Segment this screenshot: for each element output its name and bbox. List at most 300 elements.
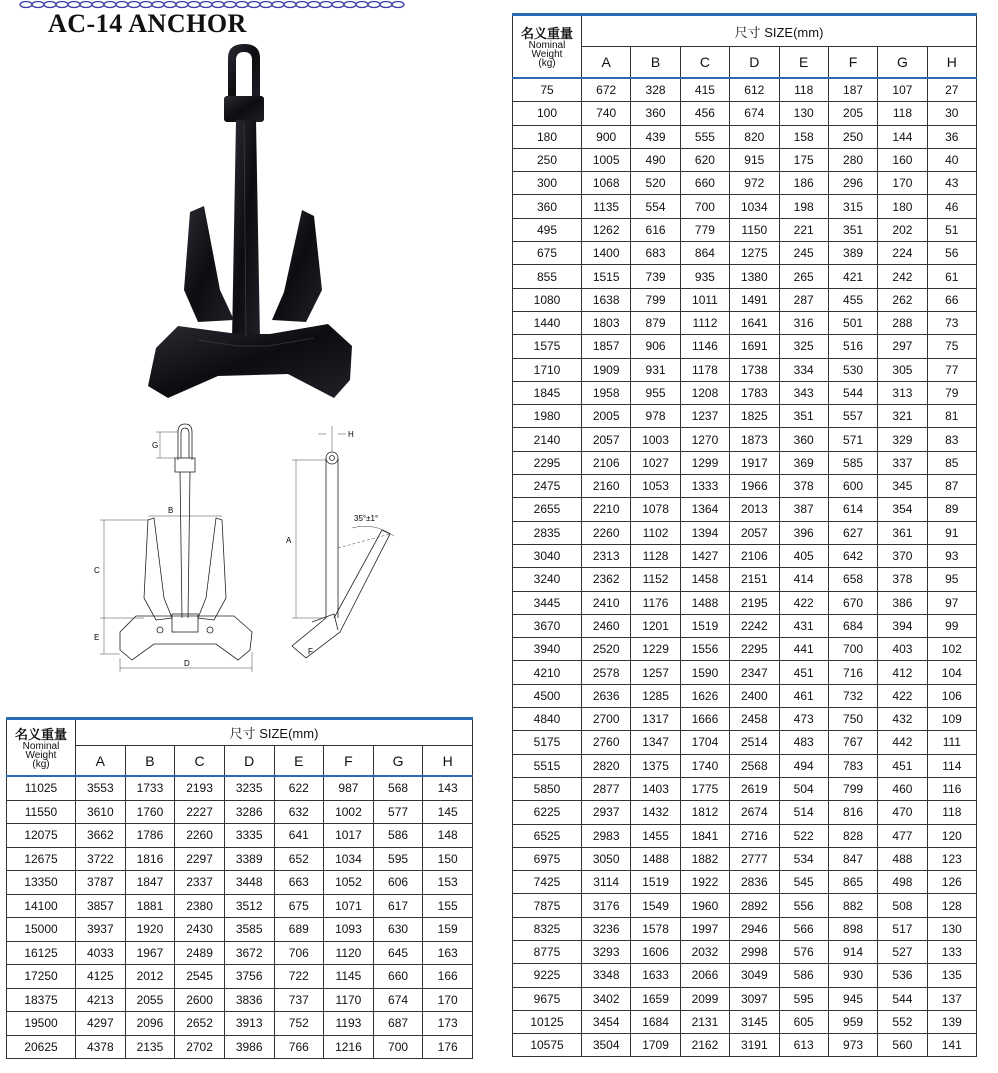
size-cell: 1011 (680, 288, 729, 311)
size-cell: 3787 (76, 871, 126, 895)
size-cell: 2836 (730, 871, 779, 894)
table-row (513, 591, 977, 614)
size-cell: 343 (779, 381, 828, 404)
weight-header-en-1: Nominal (22, 740, 60, 752)
size-cell: 683 (631, 242, 680, 265)
size-cell: 660 (373, 965, 423, 989)
size-cell: 544 (828, 381, 877, 404)
size-cell: 586 (779, 964, 828, 987)
size-cell: 740 (582, 102, 631, 125)
size-cell: 1002 (324, 800, 374, 824)
size-cell: 2337 (175, 871, 225, 895)
size-cell: 1017 (324, 824, 374, 848)
size-cell: 83 (927, 428, 976, 451)
size-cell: 180 (878, 195, 927, 218)
size-cell: 175 (779, 148, 828, 171)
size-cell: 1704 (680, 731, 729, 754)
weight-cell: 3940 (513, 638, 582, 661)
weight-cell: 1575 (513, 335, 582, 358)
weight-cell: 250 (513, 148, 582, 171)
size-cell: 2099 (680, 987, 729, 1010)
dim-label-b: B (168, 506, 174, 515)
size-cell: 439 (631, 125, 680, 148)
table-row (513, 1010, 977, 1033)
size-cell: 1881 (125, 894, 175, 918)
weight-cell: 9225 (513, 964, 582, 987)
size-cell: 202 (878, 218, 927, 241)
size-cell: 2600 (175, 988, 225, 1012)
table-row (7, 965, 473, 989)
column-header: G (373, 746, 423, 777)
size-cell: 658 (828, 568, 877, 591)
size-cell: 422 (779, 591, 828, 614)
size-cell: 245 (779, 242, 828, 265)
size-cell: 36 (927, 125, 976, 148)
size-cell: 552 (878, 1010, 927, 1033)
weight-cell: 9675 (513, 987, 582, 1010)
size-cell: 133 (927, 940, 976, 963)
column-header: D (730, 47, 779, 79)
size-cell: 4297 (76, 1012, 126, 1036)
size-cell: 3050 (582, 847, 631, 870)
size-cell: 586 (373, 824, 423, 848)
size-cell: 296 (828, 172, 877, 195)
size-cell: 504 (779, 777, 828, 800)
weight-cell: 1440 (513, 311, 582, 334)
size-cell: 1093 (324, 918, 374, 942)
size-cell: 1740 (680, 754, 729, 777)
size-cell: 660 (680, 172, 729, 195)
size-cell: 620 (680, 148, 729, 171)
size-cell: 441 (779, 638, 828, 661)
size-cell: 153 (423, 871, 473, 895)
size-cell: 2410 (582, 591, 631, 614)
size-cell: 414 (779, 568, 828, 591)
size-cell: 2162 (680, 1034, 729, 1057)
size-cell: 130 (779, 102, 828, 125)
size-cell: 494 (779, 754, 828, 777)
size-cell: 571 (828, 428, 877, 451)
size-cell: 51 (927, 218, 976, 241)
size-cell: 847 (828, 847, 877, 870)
size-cell: 1150 (730, 218, 779, 241)
weight-cell: 2295 (513, 451, 582, 474)
weight-cell: 1980 (513, 405, 582, 428)
size-cell: 2057 (730, 521, 779, 544)
size-cell: 135 (927, 964, 976, 987)
table-row (513, 148, 977, 171)
weight-cell: 6525 (513, 824, 582, 847)
column-header: A (582, 47, 631, 79)
size-cell: 1112 (680, 311, 729, 334)
size-cell: 737 (274, 988, 324, 1012)
weight-cell: 2835 (513, 521, 582, 544)
size-cell: 116 (927, 777, 976, 800)
size-cell: 297 (878, 335, 927, 358)
size-cell: 2013 (730, 498, 779, 521)
size-cell: 1270 (680, 428, 729, 451)
size-cell: 456 (680, 102, 729, 125)
size-cell: 577 (373, 800, 423, 824)
table-row (7, 941, 473, 965)
size-cell: 1556 (680, 638, 729, 661)
weight-header-en-3: (kg) (32, 758, 50, 770)
weight-cell: 855 (513, 265, 582, 288)
size-cell: 779 (680, 218, 729, 241)
size-cell: 2520 (582, 638, 631, 661)
size-cell: 187 (828, 78, 877, 102)
size-cell: 412 (878, 661, 927, 684)
size-cell: 118 (779, 78, 828, 102)
size-cell: 305 (878, 358, 927, 381)
size-cell: 1825 (730, 405, 779, 428)
size-cell: 1633 (631, 964, 680, 987)
table-row (7, 871, 473, 895)
size-cell: 2545 (175, 965, 225, 989)
size-cell: 1285 (631, 684, 680, 707)
size-cell: 1738 (730, 358, 779, 381)
size-cell: 517 (878, 917, 927, 940)
size-cell: 160 (878, 148, 927, 171)
size-cell: 959 (828, 1010, 877, 1033)
size-cell: 46 (927, 195, 976, 218)
size-cell: 935 (680, 265, 729, 288)
size-cell: 3504 (582, 1034, 631, 1057)
size-cell: 470 (878, 801, 927, 824)
weight-cell: 4500 (513, 684, 582, 707)
size-cell: 118 (878, 102, 927, 125)
size-cell: 369 (779, 451, 828, 474)
table-row (513, 405, 977, 428)
size-cell: 3512 (224, 894, 274, 918)
size-cell: 159 (423, 918, 473, 942)
size-cell: 1299 (680, 451, 729, 474)
size-cell: 2892 (730, 894, 779, 917)
size-cell: 1606 (631, 940, 680, 963)
size-cell: 1812 (680, 801, 729, 824)
table-row (513, 801, 977, 824)
size-cell: 882 (828, 894, 877, 917)
size-cell: 1317 (631, 708, 680, 731)
size-cell: 109 (927, 708, 976, 731)
size-cell: 750 (828, 708, 877, 731)
size-cell: 627 (828, 521, 877, 544)
size-cell: 973 (828, 1034, 877, 1057)
size-cell: 1519 (680, 614, 729, 637)
table-row (513, 614, 977, 637)
size-cell: 2005 (582, 405, 631, 428)
size-cell: 752 (274, 1012, 324, 1036)
size-cell: 89 (927, 498, 976, 521)
dim-label-g: G (152, 441, 159, 450)
size-cell: 1333 (680, 475, 729, 498)
table-row (513, 288, 977, 311)
size-cell: 689 (274, 918, 324, 942)
size-cell: 1394 (680, 521, 729, 544)
table-row (513, 544, 977, 567)
size-cell: 104 (927, 661, 976, 684)
table-row (513, 684, 977, 707)
size-cell: 30 (927, 102, 976, 125)
size-cell: 3402 (582, 987, 631, 1010)
size-cell: 544 (878, 987, 927, 1010)
size-cell: 1691 (730, 335, 779, 358)
size-cell: 632 (274, 800, 324, 824)
size-cell: 614 (828, 498, 877, 521)
weight-cell: 2140 (513, 428, 582, 451)
size-cell: 3937 (76, 918, 126, 942)
anchor-photo (138, 40, 370, 402)
weight-header-zh: 名义重量 (14, 726, 67, 742)
size-cell: 415 (680, 78, 729, 102)
size-cell: 432 (878, 708, 927, 731)
size-cell: 2700 (582, 708, 631, 731)
size-cell: 612 (730, 78, 779, 102)
weight-header (7, 719, 76, 777)
size-cell: 1375 (631, 754, 680, 777)
size-cell: 1920 (125, 918, 175, 942)
size-cell: 606 (373, 871, 423, 895)
size-cell: 75 (927, 335, 976, 358)
size-cell: 2260 (175, 824, 225, 848)
size-cell: 595 (779, 987, 828, 1010)
size-cell: 1803 (582, 311, 631, 334)
size-cell: 361 (878, 521, 927, 544)
column-header: H (927, 47, 976, 79)
size-cell: 2106 (730, 544, 779, 567)
size-cell: 155 (423, 894, 473, 918)
table-body (7, 776, 473, 1059)
weight-cell: 5515 (513, 754, 582, 777)
table-row (513, 638, 977, 661)
dim-label-c: C (94, 566, 100, 575)
size-cell: 460 (878, 777, 927, 800)
table-row (513, 871, 977, 894)
weight-cell: 7425 (513, 871, 582, 894)
size-cell: 4033 (76, 941, 126, 965)
size-cell: 106 (927, 684, 976, 707)
size-cell: 2057 (582, 428, 631, 451)
size-cell: 955 (631, 381, 680, 404)
size-cell: 3448 (224, 871, 274, 895)
size-header: 尺寸 SIZE(mm) (582, 15, 977, 47)
table-row (513, 1034, 977, 1057)
size-cell: 622 (274, 776, 324, 800)
size-cell: 73 (927, 311, 976, 334)
size-cell: 2032 (680, 940, 729, 963)
size-cell: 642 (828, 544, 877, 567)
size-cell: 321 (878, 405, 927, 428)
size-cell: 1403 (631, 777, 680, 800)
column-header: F (324, 746, 374, 777)
size-cell: 3176 (582, 894, 631, 917)
size-cell: 378 (779, 475, 828, 498)
weight-cell: 4840 (513, 708, 582, 731)
table-row (513, 568, 977, 591)
size-cell: 1208 (680, 381, 729, 404)
size-cell: 645 (373, 941, 423, 965)
size-cell: 616 (631, 218, 680, 241)
size-cell: 1958 (582, 381, 631, 404)
size-cell: 1659 (631, 987, 680, 1010)
size-cell: 1626 (680, 684, 729, 707)
size-cell: 483 (779, 731, 828, 754)
size-cell: 1427 (680, 544, 729, 567)
size-cell: 205 (828, 102, 877, 125)
weight-header-zh: 名义重量 (520, 25, 573, 41)
table-row (7, 988, 473, 1012)
size-cell: 1145 (324, 965, 374, 989)
size-cell: 431 (779, 614, 828, 637)
column-header: A (76, 746, 126, 777)
size-cell: 128 (927, 894, 976, 917)
table-row (513, 265, 977, 288)
size-cell: 1666 (680, 708, 729, 731)
size-cell: 600 (828, 475, 877, 498)
size-cell: 2210 (582, 498, 631, 521)
table-row (513, 521, 977, 544)
side-view-drawing (282, 418, 412, 676)
size-cell: 2578 (582, 661, 631, 684)
size-cell: 461 (779, 684, 828, 707)
table-row (513, 475, 977, 498)
weight-cell: 180 (513, 125, 582, 148)
size-cell: 91 (927, 521, 976, 544)
spec-table-light (512, 13, 977, 1057)
size-cell: 370 (878, 544, 927, 567)
size-cell: 118 (927, 801, 976, 824)
size-cell: 1052 (324, 871, 374, 895)
size-cell: 1216 (324, 1035, 374, 1059)
size-cell: 1882 (680, 847, 729, 870)
size-cell: 1275 (730, 242, 779, 265)
size-cell: 1967 (125, 941, 175, 965)
weight-cell: 5175 (513, 731, 582, 754)
size-cell: 1176 (631, 591, 680, 614)
table-row (7, 894, 473, 918)
size-cell: 906 (631, 335, 680, 358)
size-cell: 522 (779, 824, 828, 847)
size-cell: 1005 (582, 148, 631, 171)
size-cell: 1128 (631, 544, 680, 567)
size-cell: 242 (878, 265, 927, 288)
size-cell: 99 (927, 614, 976, 637)
weight-cell: 3240 (513, 568, 582, 591)
table-row (513, 498, 977, 521)
size-cell: 2652 (175, 1012, 225, 1036)
table-row (513, 708, 977, 731)
column-header: G (878, 47, 927, 79)
size-cell: 1003 (631, 428, 680, 451)
size-cell: 158 (779, 125, 828, 148)
table-row (7, 800, 473, 824)
size-cell: 325 (779, 335, 828, 358)
size-cell: 81 (927, 405, 976, 428)
column-header: E (274, 746, 324, 777)
weight-header-en-2: Weight (531, 48, 563, 60)
size-cell: 1857 (582, 335, 631, 358)
size-cell: 250 (828, 125, 877, 148)
weight-cell: 14100 (7, 894, 76, 918)
size-cell: 2983 (582, 824, 631, 847)
weight-cell: 675 (513, 242, 582, 265)
size-cell: 545 (779, 871, 828, 894)
size-cell: 2151 (730, 568, 779, 591)
weight-cell: 3040 (513, 544, 582, 567)
size-cell: 1027 (631, 451, 680, 474)
size-cell: 2702 (175, 1035, 225, 1059)
size-cell: 3145 (730, 1010, 779, 1033)
size-cell: 783 (828, 754, 877, 777)
table-row (513, 195, 977, 218)
size-cell: 3335 (224, 824, 274, 848)
weight-cell: 11550 (7, 800, 76, 824)
table-row (513, 987, 977, 1010)
weight-cell: 5850 (513, 777, 582, 800)
size-cell: 1847 (125, 871, 175, 895)
size-cell: 1068 (582, 172, 631, 195)
size-cell: 2760 (582, 731, 631, 754)
size-cell: 145 (423, 800, 473, 824)
size-cell: 95 (927, 568, 976, 591)
size-cell: 766 (274, 1035, 324, 1059)
size-cell: 2193 (175, 776, 225, 800)
size-cell: 1997 (680, 917, 729, 940)
size-cell: 652 (274, 847, 324, 871)
size-cell: 2227 (175, 800, 225, 824)
size-cell: 386 (878, 591, 927, 614)
size-cell: 1347 (631, 731, 680, 754)
size-cell: 706 (274, 941, 324, 965)
size-cell: 173 (423, 1012, 473, 1036)
size-cell: 2106 (582, 451, 631, 474)
size-cell: 43 (927, 172, 976, 195)
size-cell: 2777 (730, 847, 779, 870)
size-cell: 150 (423, 847, 473, 871)
size-cell: 672 (582, 78, 631, 102)
size-cell: 4125 (76, 965, 126, 989)
size-cell: 2096 (125, 1012, 175, 1036)
size-cell: 722 (274, 965, 324, 989)
dim-label-e: E (94, 633, 100, 642)
weight-cell: 10125 (513, 1010, 582, 1033)
size-cell: 315 (828, 195, 877, 218)
size-cell: 700 (680, 195, 729, 218)
size-cell: 1071 (324, 894, 374, 918)
table-row (513, 894, 977, 917)
angle-label: 35°±1° (354, 514, 379, 523)
size-cell: 799 (631, 288, 680, 311)
size-cell: 613 (779, 1034, 828, 1057)
size-cell: 2716 (730, 824, 779, 847)
table-row (513, 754, 977, 777)
size-cell: 945 (828, 987, 877, 1010)
size-cell: 79 (927, 381, 976, 404)
weight-cell: 19500 (7, 1012, 76, 1036)
size-cell: 387 (779, 498, 828, 521)
size-cell: 3114 (582, 871, 631, 894)
size-cell: 568 (373, 776, 423, 800)
table-row (513, 78, 977, 102)
table-row (513, 917, 977, 940)
size-cell: 148 (423, 824, 473, 848)
size-cell: 560 (878, 1034, 927, 1057)
size-cell: 2260 (582, 521, 631, 544)
size-cell: 914 (828, 940, 877, 963)
size-cell: 2619 (730, 777, 779, 800)
size-cell: 473 (779, 708, 828, 731)
table-row (513, 451, 977, 474)
